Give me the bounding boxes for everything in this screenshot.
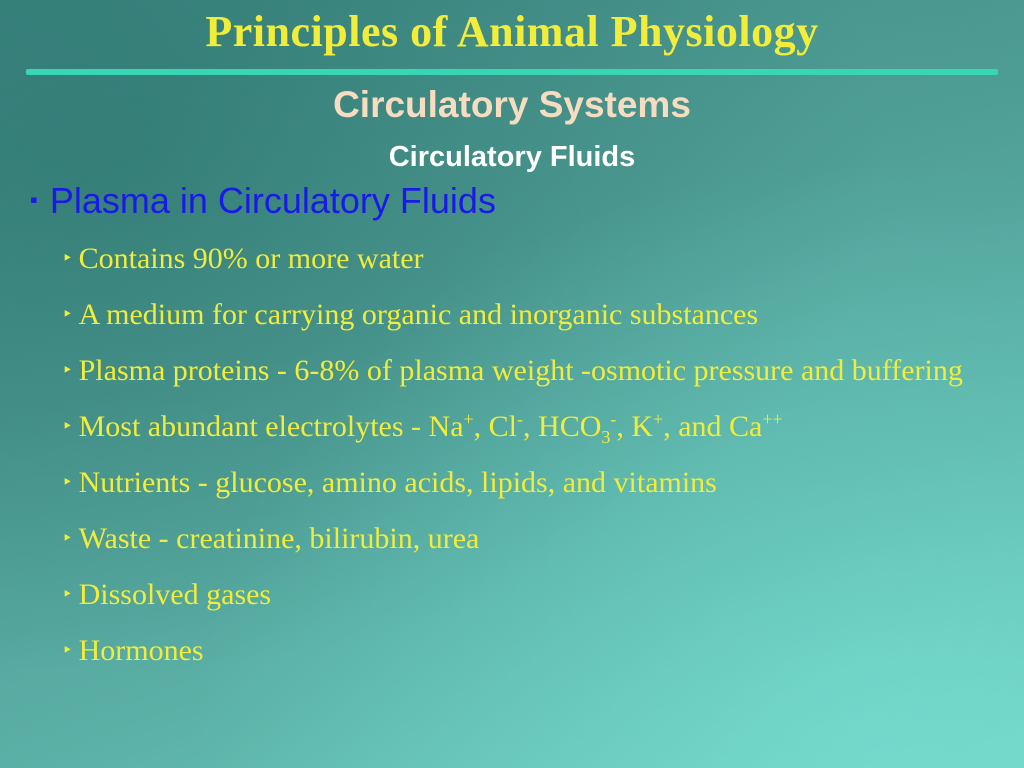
- list-item: [54, 406, 974, 451]
- list-item-text: Nutrients - glucose, amino acids, lipids, and vitamins: [78, 466, 717, 499]
- title-divider: [26, 69, 998, 75]
- list-item: [54, 462, 974, 507]
- slide-title: Principles of Animal Physiology: [205, 7, 819, 56]
- arrow-bullet-icon: ‣: [62, 416, 73, 436]
- electrolyte-text: Most abundant electrolytes - Na: [78, 410, 464, 443]
- list-item-text: Plasma proteins - 6-8% of plasma weight -osmotic pressure and buffering: [78, 354, 963, 387]
- list-item: [54, 574, 974, 619]
- charge-superscript: -: [517, 409, 524, 429]
- list-item-text: Contains 90% or more water: [78, 242, 424, 275]
- list-item: [54, 518, 974, 563]
- list-item-text: Dissolved gases: [78, 578, 272, 611]
- charge-superscript: +: [653, 409, 664, 429]
- charge-superscript: -: [610, 409, 617, 429]
- main-bullet: [30, 180, 496, 222]
- list-item: [54, 350, 974, 395]
- list-item-text: Hormones: [78, 634, 204, 667]
- list-item-text: A medium for carrying organic and inorganic substances: [78, 298, 759, 331]
- electrolyte-text: , K: [616, 410, 654, 443]
- list-item: [54, 630, 974, 675]
- arrow-bullet-icon: ‣: [62, 248, 73, 268]
- arrow-bullet-icon: ‣: [62, 640, 73, 660]
- electrolyte-text: , and Ca: [663, 410, 763, 443]
- slide-section-heading: Circulatory Fluids: [388, 141, 636, 173]
- arrow-bullet-icon: ‣: [62, 528, 73, 548]
- electrolyte-text: , Cl: [473, 410, 518, 443]
- formula-subscript: 3: [601, 427, 611, 447]
- list-item-text: Waste - creatinine, bilirubin, urea: [78, 522, 480, 555]
- arrow-bullet-icon: ‣: [62, 304, 73, 324]
- main-bullet-text: Plasma in Circulatory Fluids: [49, 180, 496, 221]
- arrow-bullet-icon: ‣: [62, 472, 73, 492]
- arrow-bullet-icon: ‣: [62, 584, 73, 604]
- list-item: [54, 294, 974, 339]
- charge-superscript: ++: [762, 409, 783, 429]
- square-bullet-icon: ▪: [30, 187, 38, 212]
- slide-subtitle: Circulatory Systems: [333, 84, 691, 125]
- arrow-bullet-icon: ‣: [62, 360, 73, 380]
- electrolyte-text: , HCO: [523, 410, 602, 443]
- list-item: [54, 238, 974, 283]
- sub-bullet-list: [54, 238, 974, 686]
- charge-superscript: +: [463, 409, 474, 429]
- list-item-text: [78, 409, 783, 447]
